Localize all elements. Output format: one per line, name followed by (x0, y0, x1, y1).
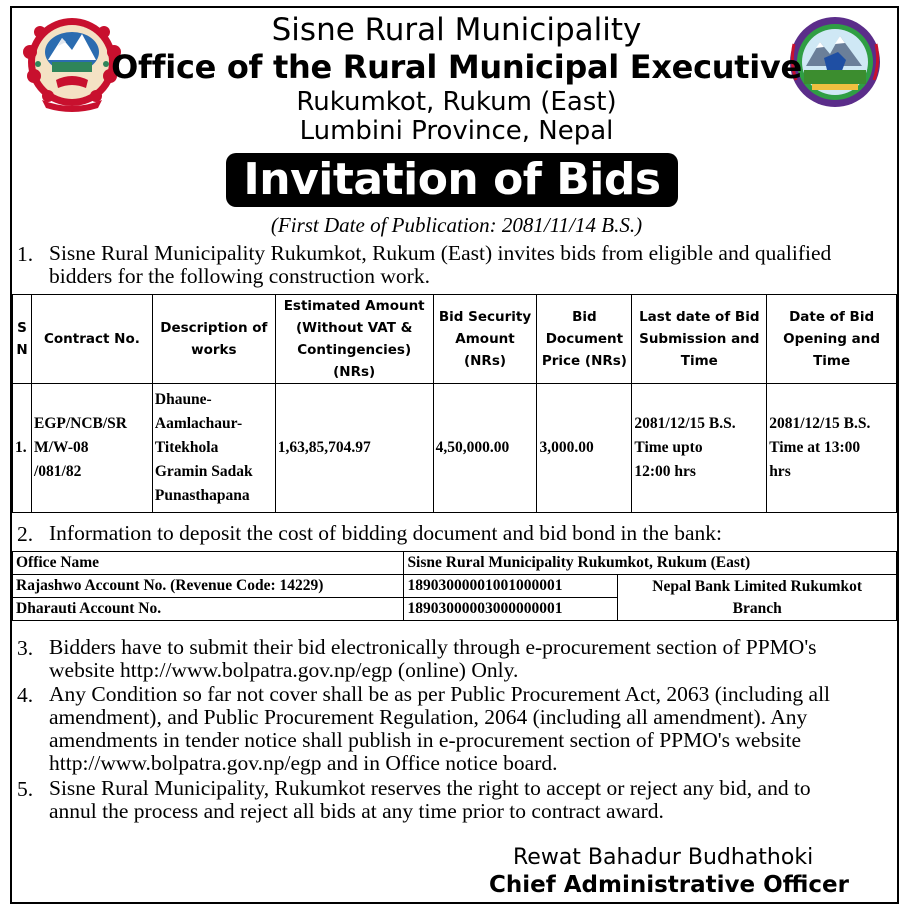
signatory-title: Chief Administrative Officer (489, 872, 849, 898)
clause-5-line-2: annul the process and reject all bids at any time prior to contract award. (49, 799, 664, 823)
clause-number: 1. (17, 242, 34, 266)
cell-estimated-amount: 1,63,85,704.97 (275, 384, 433, 513)
address-line-1: Rukumkot, Rukum (East) (296, 87, 617, 117)
header-document-price: Bid Document Price (NRs) (537, 295, 632, 384)
bank-table (12, 551, 897, 621)
header-description: Description of works (152, 295, 275, 384)
invitation-banner: Invitation of Bids (226, 153, 678, 207)
cell-description: Dhaune- Aamlachaur- Titekhola Gramin Sadak Punasthapana (152, 384, 275, 513)
table-row (13, 552, 897, 575)
clause-4-line-2: amendment), and Public Procurement Regulation, 2064 (including all amendment). Any (49, 705, 808, 729)
clause-5-line-1: Sisne Rural Municipality, Rukumkot reserves the right to accept or reject any bid, and to (49, 776, 811, 800)
dharauti-value: 18903000003000000001 (404, 598, 618, 621)
clause-3-line-2: website http://www.bolpatra.gov.np/egp (online) Only. (49, 658, 519, 682)
signatory-name: Rewat Bahadur Budhathoki (513, 845, 814, 870)
clause-number: 4. (17, 683, 34, 707)
bid-table-header-row (13, 295, 897, 384)
publication-date: (First Date of Publication: 2081/11/14 B.S.) (270, 213, 643, 237)
cell-contract-no: EGP/NCB/SR M/W-08 /081/82 (31, 384, 152, 513)
clause-2-line-1: Information to deposit the cost of bidding document and bid bond in the bank: (49, 521, 722, 545)
rajashwo-value: 18903000001001000001 (404, 575, 618, 598)
office-name: Office of the Rural Municipal Executive (111, 48, 802, 86)
clause-4-line-4: http://www.bolpatra.gov.np/egp and in Office notice board. (49, 751, 558, 775)
cell-last-date: 2081/12/15 B.S. Time upto 12:00 hrs (632, 384, 767, 513)
table-row (13, 575, 897, 598)
header-sn: S N (13, 295, 32, 384)
rajashwo-label: Rajashwo Account No. (Revenue Code: 14229) (13, 575, 404, 598)
header-last-date: Last date of Bid Submission and Time (632, 295, 767, 384)
clause-1-line-2: bidders for the following construction work. (49, 264, 430, 288)
cell-bid-security: 4,50,000.00 (433, 384, 537, 513)
clause-number: 2. (17, 522, 34, 546)
cell-document-price: 3,000.00 (537, 384, 632, 513)
office-name-label: Office Name (13, 552, 404, 575)
cell-opening-date: 2081/12/15 B.S. Time at 13:00 hrs (767, 384, 897, 513)
clause-number: 3. (17, 636, 34, 660)
bid-table (12, 294, 897, 513)
header-bid-security: Bid Security Amount (NRs) (433, 295, 537, 384)
clause-3-line-1: Bidders have to submit their bid electronically through e-procurement section of PPMO's (49, 635, 817, 659)
clause-number: 5. (17, 777, 34, 801)
clause-4-line-1: Any Condition so far not cover shall be as per Public Procurement Act, 2063 (including all (49, 682, 831, 706)
header-contract-no: Contract No. (31, 295, 152, 384)
header-estimated-amount: Estimated Amount (Without VAT & Contingencies) (NRs) (275, 295, 433, 384)
municipality-name: Sisne Rural Municipality (271, 12, 642, 48)
table-row (13, 384, 897, 513)
office-name-value: Sisne Rural Municipality Rukumkot, Rukum (East) (404, 552, 897, 575)
bank-name: Nepal Bank Limited Rukumkot Branch (618, 575, 897, 621)
clause-1-line-1: Sisne Rural Municipality Rukumkot, Rukum (East) invites bids from eligible and qualified (49, 241, 832, 265)
clause-4-line-3: amendments in tender notice shall publish in e-procurement section of PPMO's website (49, 728, 802, 752)
header-opening-date: Date of Bid Opening and Time (767, 295, 897, 384)
address-line-2: Lumbini Province, Nepal (299, 116, 614, 146)
cell-sn: 1. (13, 384, 32, 513)
dharauti-label: Dharauti Account No. (13, 598, 404, 621)
